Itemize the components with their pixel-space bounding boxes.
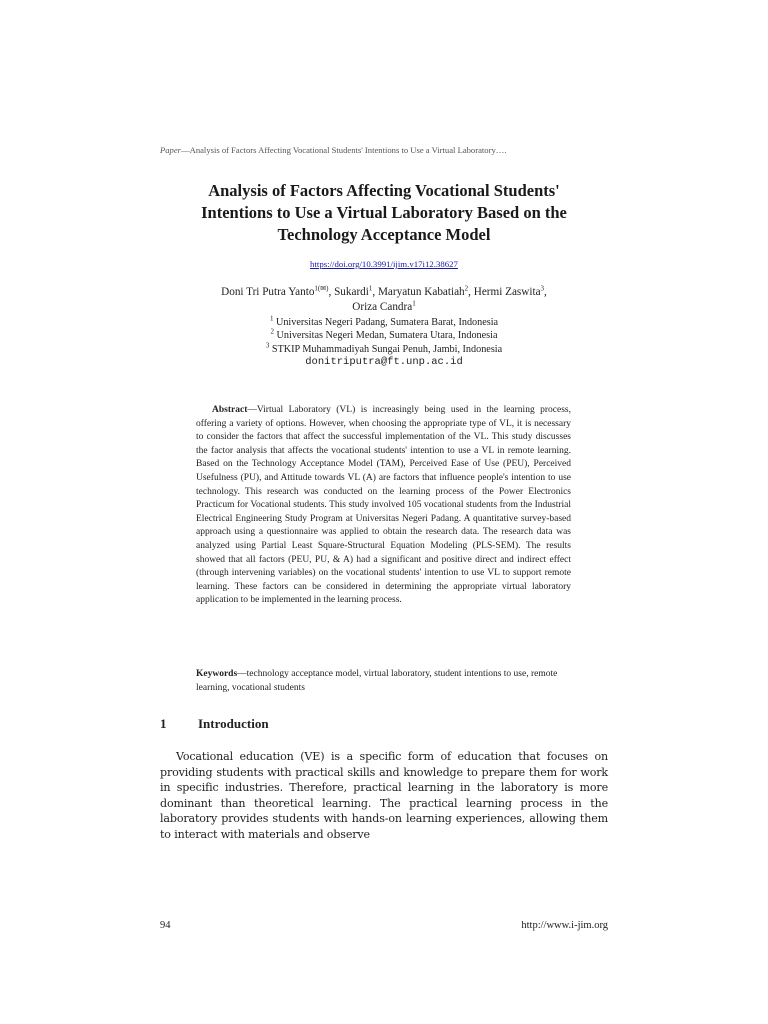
author-4: , Hermi Zaswita: [468, 286, 541, 298]
author-5: Oriza Candra: [352, 300, 413, 313]
affiliation-2: $^2$ Universitas Negeri Medan, Sumatera Utara, Indonesia: [270, 328, 498, 342]
keywords-label: Keywords: [196, 669, 238, 679]
affiliation-1: $^1$ Universitas Negeri Padang, Sumatera Barat, Indonesia: [269, 314, 499, 328]
journal-url[interactable]: http://www.i-jim.org: [521, 920, 608, 931]
title-line-1: Analysis of Factors Affecting Vocational Students': [208, 181, 560, 200]
author-2: , Sukardi: [328, 286, 369, 298]
title-line-3: Technology Acceptance Model: [277, 225, 491, 244]
abstract-label: Abstract: [212, 405, 248, 415]
body-paragraph: Vocational education (VE) is a specific form of education that focuses on providing students with practical skills and knowledge to prepare them for work in specific industries. Therefore, practical learning in the laboratory is more dominant than theoretical learning. The practical learning process in the laboratory provides students with hands-on learning experiences, allowing them to interact with materials and observe: [160, 750, 608, 841]
running-header-lead: Paper: [160, 145, 182, 155]
paper-title: [150, 180, 618, 246]
section-heading: [160, 716, 608, 732]
running-header-text: —Analysis of Factors Affecting Vocational Students' Intentions to Use a Virtual Laboratory….: [181, 145, 507, 155]
author-3: , Maryatun Kabatiah: [372, 286, 465, 298]
title-line-2: Intentions to Use a Virtual Laboratory Based on the: [201, 203, 567, 222]
section-number: 1: [160, 716, 167, 731]
doi-link[interactable]: https://doi.org/10.3991/ijim.v17i12.38627: [310, 259, 458, 269]
author-list: Doni Tri Putra Yanto$^{1(✉)}$, Sukardi$^1$, Maryatun Kabatiah$^2$, Hermi Zaswita$^3$, Oriza Candra$^1$: [221, 284, 547, 313]
section-title: Introduction: [198, 716, 269, 731]
abstract: [196, 404, 571, 608]
envelope-icon: ✉: [320, 284, 327, 293]
corresponding-email[interactable]: donitriputra@ft.unp.ac.id: [305, 356, 463, 369]
running-header: [160, 145, 608, 155]
doi: [150, 259, 618, 269]
page-number: 94: [160, 920, 171, 931]
keywords: [196, 668, 571, 696]
affiliations: [150, 316, 618, 370]
abstract-text: —Virtual Laboratory (VL) is increasingly being used in the learning process, offering a variety of options. However, when choosing the appropriate type of VL, it is necessary to consider the factors that affect the successful implementation of the VL. This study discusses the factor analysis that affects the vocational students' intention to use a VL in remote learning. Based on the Technology Acceptance Model (TAM), Perceived Ease of Use (PEU), Perceived Usefulness (PU), and Attitude towards VL (A) are factors that influence people's intention to use technology. This research was conducted on the learning process of the Power Electronics Practicum for Vocational students. This study involved 105 vocational students from the Industrial Electrical Engineering Study Program at Universitas Negeri Padang. A quantitative survey-based approach using a questionnaire was applied to obtain the research data. The research data was analyzed using Partial Least Square-Structural Equation Modeling (PLS-SEM). The results showed that all factors (PEU, PU, & A) had a significant and positive direct and indirect effect (through intervening variables) on the vocational students' intention to use VL to support remote learning. These factors can be considered in determining the appropriate virtual laboratory application to be implemented in the learning process.: [196, 405, 571, 606]
affiliation-3: $^3$ STKIP Muhammadiyah Sungai Penuh, Jambi, Indonesia: [265, 341, 503, 355]
author-1: Doni Tri Putra Yanto: [221, 286, 315, 298]
keywords-text: —technology acceptance model, virtual laboratory, student intentions to use, remote learning, vocational students: [196, 669, 558, 693]
